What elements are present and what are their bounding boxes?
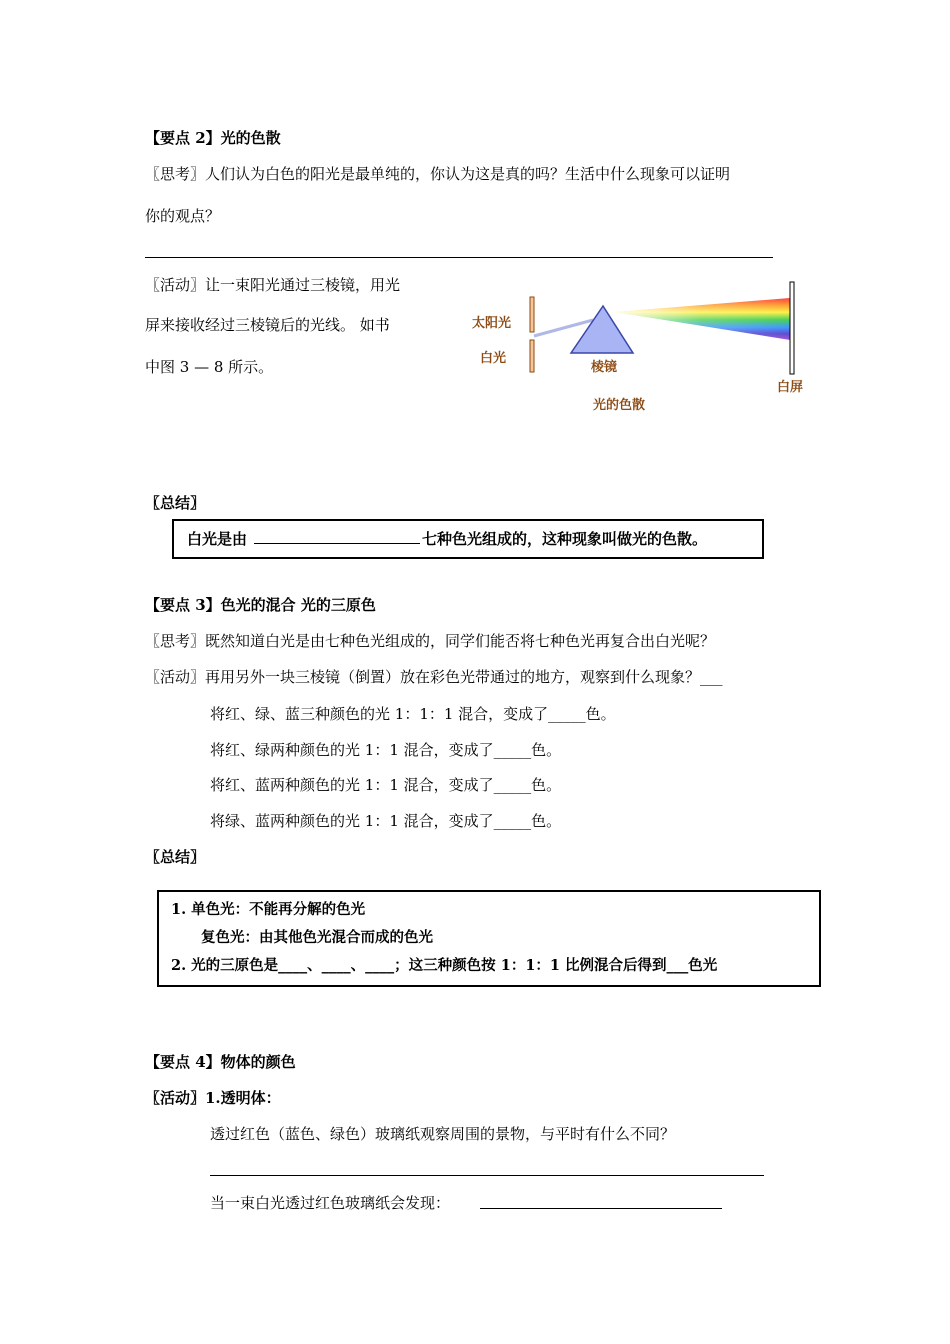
slit-upper xyxy=(530,297,534,332)
box-line-composite: 复色光：由其他色光混合而成的色光 xyxy=(201,929,433,946)
slit-lower xyxy=(530,340,534,372)
mix-line-rgb: 将红、绿、蓝三种颜色的光 1：1：1 混合，变成了_____色。 xyxy=(210,705,616,723)
section2-activity-line1: 〖活动〗让一束阳光通过三棱镜，用光 xyxy=(145,276,401,294)
summary-suffix: 七种色光组成的，这种现象叫做光的色散。 xyxy=(422,530,708,548)
mix-line-gb: 将绿、蓝两种颜色的光 1：1 混合，变成了_____色。 xyxy=(210,812,562,830)
answer-line xyxy=(145,257,773,258)
section3-summary-label: 〖总结〗 xyxy=(145,848,206,866)
label-screen: 白屏 xyxy=(777,380,804,395)
section2-activity-line2: 屏来接收经过三棱镜后的光线。 如书 xyxy=(145,316,390,334)
prism-diagram xyxy=(465,270,815,430)
summary-box-primary-colors xyxy=(157,890,821,987)
section2-think-line2: 你的观点？ xyxy=(145,207,221,225)
answer-blank[interactable] xyxy=(480,1208,722,1209)
section2-summary-label: 〖总结〗 xyxy=(145,494,206,512)
section2-activity-line3: 中图 3 — 8 所示。 xyxy=(145,358,274,376)
section3-think: 〖思考〗既然知道白光是由七种色光组成的，同学们能否将七种色光再复合出白光呢？ xyxy=(145,632,716,650)
box-line-primary: 2. 光的三原色是____、____、____；这三种颜色按 1：1：1 比例混合后得到___色光 xyxy=(171,957,718,974)
label-sunlight: 太阳光 xyxy=(472,316,512,331)
answer-line xyxy=(210,1175,764,1176)
section3-activity: 〖活动〗再用另外一块三棱镜（倒置）放在彩色光带通过的地方，观察到什么现象？___ xyxy=(145,668,723,686)
section2-heading: 【要点 2】光的色散 xyxy=(145,129,281,147)
mix-line-rg: 将红、绿两种颜色的光 1：1 混合，变成了_____色。 xyxy=(210,741,562,759)
section4-line2: 当一束白光透过红色玻璃纸会发现： xyxy=(210,1194,451,1212)
label-prism: 棱镜 xyxy=(591,360,618,375)
section4-heading: 【要点 4】物体的颜色 xyxy=(145,1053,296,1071)
mix-line-rb: 将红、蓝两种颜色的光 1：1 混合，变成了_____色。 xyxy=(210,776,562,794)
label-caption: 光的色散 xyxy=(593,398,646,413)
spectrum-fade xyxy=(615,298,790,340)
dispersion-figure xyxy=(465,270,815,430)
summary-blank[interactable] xyxy=(254,543,420,544)
section4-line1: 透过红色（蓝色、绿色）玻璃纸观察周围的景物，与平时有什么不同？ xyxy=(210,1125,676,1143)
summary-box-dispersion xyxy=(172,519,764,559)
label-white-light: 白光 xyxy=(480,351,507,366)
section4-activity: 〖活动〗1.透明体： xyxy=(145,1089,281,1107)
section2-think-line1: 〖思考〗人们认为白色的阳光是最单纯的，你认为这是真的吗？生活中什么现象可以证明 xyxy=(145,165,731,183)
white-screen xyxy=(790,282,794,374)
box-line-monochromatic: 1. 单色光：不能再分解的色光 xyxy=(171,901,366,918)
summary-prefix: 白光是由 xyxy=(187,530,248,548)
section3-heading: 【要点 3】色光的混合 光的三原色 xyxy=(145,596,376,614)
